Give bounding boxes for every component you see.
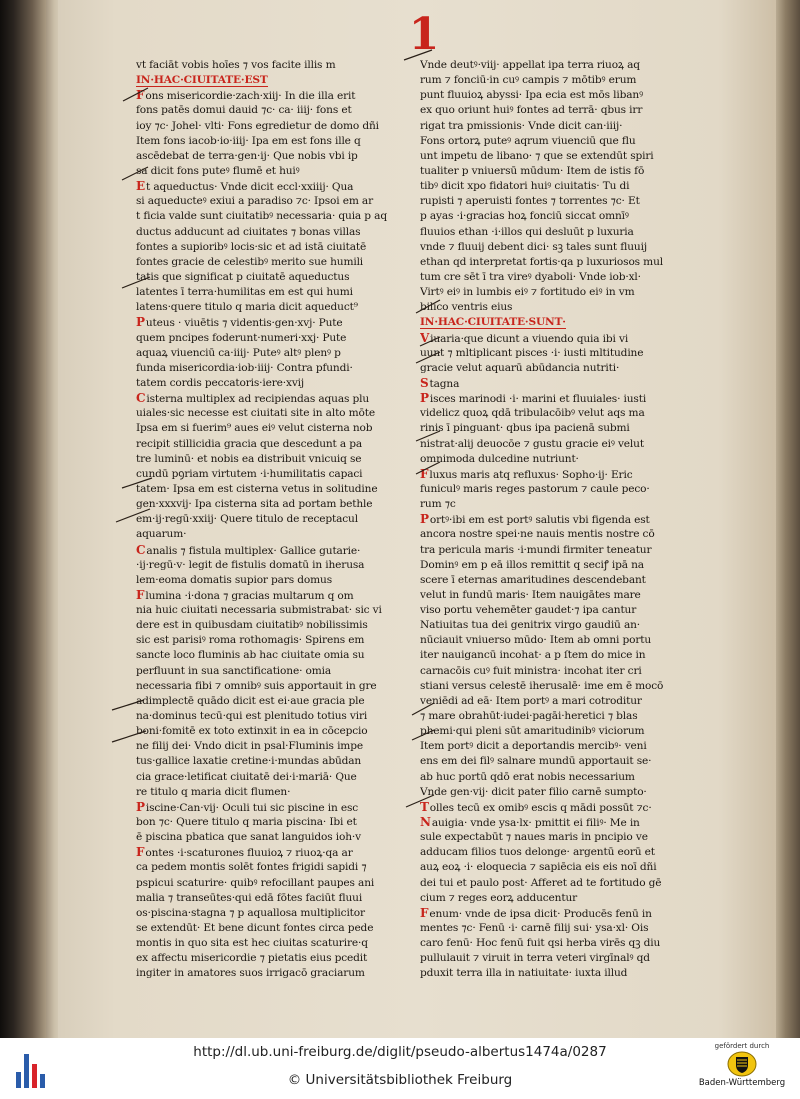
text-segment: rinis ī pinguant· qbus ipa pacienā submi (420, 422, 630, 435)
text-segment: enum· vnde de ipsa dicit· Producēs fenū in (429, 907, 652, 920)
text-segment: em·ij·regū·xxiij· Quere titulo de receptacul (136, 513, 358, 526)
text-line (136, 119, 398, 134)
text-line (420, 119, 682, 134)
text-line (136, 361, 398, 376)
text-line (420, 406, 682, 421)
text-segment: cium ⁊ reges eorꝝ adducentur (420, 891, 578, 904)
page-fore-edge (776, 0, 800, 1038)
text-segment: tatis que significat p ciuitatē aqueductus (136, 270, 350, 283)
text-segment: auigia· vnde ysa·lx· pmittit ei filiꝰ· Me in (431, 817, 640, 830)
text-line (420, 618, 682, 633)
text-line (420, 633, 682, 648)
text-line (136, 482, 398, 497)
text-segment: funda misericordia·iob·iiij· Contra pfundi· (136, 361, 353, 374)
footer-bar (0, 1038, 800, 1099)
text-segment: gen·xxxvij· Ipa cisterna sita ad portam bethle (136, 498, 373, 511)
rubricated-initial: P (136, 315, 145, 330)
text-line (420, 361, 682, 376)
text-segment: dere est in quibusdam ciuitatibꝰ nobilissimis (136, 619, 368, 632)
text-line (136, 209, 398, 224)
text-line (136, 679, 398, 694)
rubric-heading: IN·HAC·CIUITATE·EST (136, 74, 268, 87)
text-line (136, 376, 398, 391)
text-segment: nistrat·alij deuocōe ⁊ gustu gracie eiꝰ velut (420, 437, 644, 450)
text-segment: Vnde gen·vij· dicit pater filio carnē sumpto· (420, 785, 647, 798)
text-line (420, 936, 682, 951)
text-segment: p ayas ·i·gracias hoꝝ fonciū siccat omnīꝰ (420, 210, 629, 223)
text-line (420, 331, 682, 346)
text-segment: Vnde deutꝰ·viij· appellat ipa terra riuoꝝ aq (420, 59, 640, 71)
text-segment: olles tecū ex omibꝰ escis q mādi possūt ⁊c· (429, 801, 652, 814)
rubricated-initial: V (420, 330, 430, 345)
text-line (136, 73, 398, 88)
text-line (136, 58, 398, 73)
text-segment: mentes ⁊c· Fenū ·i· carnē filij sui· ysa·xl· Ois (420, 922, 649, 935)
text-segment: latens·quere titulo q maria dicit aqueduct⁹ (136, 301, 358, 314)
text-line (136, 739, 398, 754)
text-segment: pullulauit ⁊ viruit in terra veteri virgīnalꝰ qd (420, 952, 650, 965)
text-segment: rupisti ⁊ aperuisti fontes ⁊ torrentes ⁊c· Et (420, 195, 640, 208)
book-gutter (0, 0, 46, 1038)
text-line (136, 618, 398, 633)
text-segment: analis ⁊ fistula multiplex· Gallice gutarie· (146, 544, 361, 557)
text-line (136, 421, 398, 436)
text-line (136, 709, 398, 724)
text-segment: tatem cordis peccatoris·iere·xvij (136, 376, 305, 389)
text-segment: ens em dei filꝰ salnare mundū apportauit se· (420, 755, 652, 768)
text-line (420, 876, 682, 891)
rubricated-initial: S (420, 375, 429, 390)
text-segment: iuaria·que dicunt a viuendo quia ibi vi (430, 332, 629, 345)
text-segment: sancte loco fluminis ab hac ciuitate omia su (136, 649, 365, 662)
text-line (136, 103, 398, 118)
text-segment: bon ⁊c· Quere titulo q maria piscina· Ibi et (136, 816, 357, 829)
text-line (136, 315, 398, 330)
text-line (420, 346, 682, 361)
text-segment: ne filij dei· Vndo dicit in psal·Fluminis impe (136, 740, 363, 753)
text-line (420, 921, 682, 936)
text-segment: ingiter in amatores suos irrigacō graciarum (136, 967, 365, 980)
text-line (136, 603, 398, 618)
text-line (420, 467, 682, 482)
text-line (136, 906, 398, 921)
text-segment: os·piscina·stagna ⁊ p aquallosa multiplicitor (136, 906, 365, 919)
text-line (420, 966, 682, 981)
rubric-heading: IN·HAC·CIUITATE·SUNT· (420, 316, 566, 329)
text-line (136, 452, 398, 467)
text-segment: viso portu vehemēter gaudet·⁊ ipa cantur (420, 604, 637, 617)
text-segment: lumina ·i·dona ⁊ gracias multarum q om (145, 589, 354, 602)
text-line (420, 527, 682, 542)
text-segment: uteus · viuētis ⁊ videntis·gen·xvj· Pute (145, 317, 343, 330)
text-segment: isterna multiplex ad recipiendas aquas plu (146, 393, 370, 406)
text-line (420, 845, 682, 860)
text-segment: Item portꝰ dicit a deportandis mercibꝰ· veni (420, 740, 647, 753)
rubricated-initial: P (136, 799, 145, 814)
text-segment: recipit stillicidia gracia que descedunt a pa (136, 437, 363, 450)
text-line (136, 936, 398, 951)
text-segment: adimplectē quādo dicit est ei·aue gracia ple (136, 694, 365, 707)
text-segment: tatem· Ipsa em est cisterna vetus in solitudine (136, 482, 378, 495)
text-segment: iscine·Can·vij· Oculi tui sic piscine in esc (145, 801, 359, 814)
text-line (420, 376, 682, 391)
text-segment: ca pedem montis solēt fontes frigidi sapidi ⁊ (136, 861, 367, 874)
text-segment: latentes ī terra·humilitas em est qui humi (136, 286, 353, 299)
rubricated-initial: F (420, 905, 429, 920)
text-line (136, 225, 398, 240)
text-line (420, 830, 682, 845)
text-segment: t aqueductus· Vnde dicit eccl·xxiiij· Qua (146, 181, 354, 194)
text-line (136, 966, 398, 981)
text-segment: sule expectabūt ⁊ naues maris in pncipio ve (420, 831, 648, 844)
text-line (420, 512, 682, 527)
text-line (420, 482, 682, 497)
text-segment: Item fons iacob·io·iiij· Ipa em est fons ille q (136, 134, 361, 147)
text-segment: ex quo oriunt huiꝰ fontes ad terrā· qbus irr (420, 104, 643, 117)
text-line (420, 785, 682, 800)
text-segment: isces marinodi ·i· marini et fluuiales· iusti (429, 393, 647, 406)
rubricated-initial: F (136, 88, 145, 103)
text-line (136, 255, 398, 270)
text-segment: unt impetu de libano· ⁊ que se extendūt spiri (420, 149, 654, 162)
text-line (420, 603, 682, 618)
text-segment: adducam filios tuos delonge· argentū eorū et (420, 846, 655, 859)
text-line (136, 497, 398, 512)
text-segment: ascēdebat de terra·gen·ij· Que nobis vbi ip (136, 149, 358, 162)
text-line (136, 437, 398, 452)
text-line (136, 406, 398, 421)
rubricated-initial: F (420, 466, 429, 481)
text-segment: boni·fomitē ex toto extinxit in ea in cōcepcio (136, 725, 368, 738)
text-line (420, 860, 682, 875)
text-line (420, 664, 682, 679)
text-segment: tibꝰ dicit xpo fidatori huiꝰ ciuitatis· Tu di (420, 180, 630, 193)
text-segment: stiani versus celestē iherusalē· ime em ē mocō (420, 679, 664, 692)
text-line (420, 164, 682, 179)
text-segment: ·ij·regū·v· legit de fistulis domatū in iherusa (136, 558, 365, 571)
text-line (420, 543, 682, 558)
text-line (136, 694, 398, 709)
text-line (420, 891, 682, 906)
text-segment: dei tui et paulo post· Afferet ad te fortitudo gē (420, 876, 662, 889)
text-line (420, 134, 682, 149)
text-line (420, 648, 682, 663)
text-line (420, 770, 682, 785)
text-line (136, 270, 398, 285)
sponsor-name: Baden-Württemberg (698, 1078, 786, 1088)
text-line (420, 88, 682, 103)
text-line (136, 300, 398, 315)
text-segment: rum ⁊c (420, 498, 456, 511)
text-segment: gracie velut aquarū abūdancia nutriti· (420, 361, 620, 374)
text-segment: t ficia valde sunt ciuitatibꝰ necessaria· quia p aq (136, 210, 387, 223)
text-segment: tualiter p vniuersū mūdum· Item de istis fō (420, 164, 645, 177)
text-line (136, 391, 398, 406)
text-line (420, 452, 682, 467)
text-segment: quem pncipes foderunt·numeri·xxj· Pute (136, 331, 347, 344)
text-line (420, 391, 682, 406)
text-segment: ē piscina pbatica que sanat languidos ioh·v (136, 831, 361, 844)
text-line (420, 73, 682, 88)
text-line (420, 558, 682, 573)
text-line (136, 770, 398, 785)
text-line (136, 527, 398, 542)
text-line (420, 497, 682, 512)
text-line (420, 103, 682, 118)
text-line (136, 664, 398, 679)
text-segment: cia grace·letificat ciuitatē dei·i·mariā· Que (136, 770, 357, 783)
rubricated-initial: C (136, 391, 146, 406)
text-line (136, 891, 398, 906)
text-segment: nia huic ciuitati necessaria submistrabat· sic vi (136, 604, 382, 617)
text-line (420, 739, 682, 754)
text-segment: veniēdi ad eā· Item portꝰ a mari cotroditur (420, 694, 642, 707)
folio-number: 1 (408, 9, 440, 60)
text-segment: tus·gallice laxatie cretine·i·mundas abūdan (136, 755, 362, 768)
text-segment: se extendūt· Et bene dicunt fontes circa pede (136, 922, 374, 935)
text-line (136, 285, 398, 300)
text-line (420, 225, 682, 240)
text-segment: vt faciāt vobis hoīes ⁊ vos facite illis m (136, 59, 336, 71)
text-segment: si aqueducteꝰ exiui a paradiso ⁊c· Ipsoi em ar (136, 195, 374, 208)
text-line (136, 860, 398, 875)
text-segment: omnimoda dulcedine nutriunt· (420, 452, 579, 465)
text-segment: perfluunt in sua sanctificatione· omia (136, 664, 332, 677)
text-line (420, 421, 682, 436)
rubricated-initial: F (136, 587, 145, 602)
text-segment: tra pericula maris ·i·mundi firmiter teneatur (420, 543, 652, 556)
text-line (136, 633, 398, 648)
text-segment: vnde ⁊ fluuij debent dici· sꝫ tales sunt fluuij (420, 240, 647, 253)
text-segment: aquarum· (136, 528, 187, 541)
text-segment: fontes a supioribꝰ locis·sic et ad istā ciuitatē (136, 240, 367, 253)
text-segment: lem·eoma domatis supior pars domus (136, 573, 332, 586)
text-segment: Natiuitas tua dei genitrix virgo gaudiū an· (420, 619, 641, 632)
text-line (136, 724, 398, 739)
text-segment: Ipsa em si fuerim⁹ aues eiꝰ velut cisterna nob (136, 422, 373, 435)
text-line (420, 209, 682, 224)
text-line (136, 194, 398, 209)
text-segment: ab huc portū qdō erat nobis necessarium (420, 770, 635, 783)
text-segment: cundū pꝯriam virtutem ·i·humilitatis capaci (136, 467, 363, 480)
text-line (420, 58, 682, 73)
text-line (420, 240, 682, 255)
text-line (136, 845, 398, 860)
text-segment: ons misericordie·zach·xiij· In die illa erit (145, 90, 356, 103)
text-line (136, 331, 398, 346)
text-segment: tre luminū· et nobis ea distribuit vnicuiq se (136, 452, 362, 465)
text-segment: bilico ventris eius (420, 301, 513, 314)
text-segment: tum cre sēt ī tra vireꝰ dyaboli· Vnde iob·xl· (420, 270, 641, 283)
text-segment: phemi·qui pleni sūt amaritudinibꝰ viciorum (420, 725, 645, 738)
text-segment: luxus maris atq refluxus· Sopho·ij· Eric (429, 468, 633, 481)
text-line (420, 815, 682, 830)
text-segment: uunt ⁊ mltiplicant pisces ·i· iusti mltitudine (420, 346, 644, 359)
text-line (136, 88, 398, 103)
text-segment: fontes gracie de celestibꝰ merito sue humili (136, 255, 364, 268)
text-line (136, 648, 398, 663)
text-line (136, 467, 398, 482)
text-line (136, 754, 398, 769)
text-segment: na·dominus tecū·qui est plenitudo totius viri (136, 710, 368, 723)
text-segment: ex affectu misericordie ⁊ pietatis eius pcedit (136, 952, 368, 965)
text-segment: tagna (429, 377, 460, 390)
text-segment: rum ⁊ fonciū·in cuꝰ campis ⁊ mōtibꝰ erum (420, 74, 637, 87)
text-line (420, 315, 682, 330)
text-segment: ⁊ mare obrahūt·iudei·pagāi·heretici ⁊ blas (420, 710, 638, 723)
right-text-column (420, 58, 682, 982)
text-line (420, 679, 682, 694)
rubricated-initial: P (420, 391, 429, 406)
rubricated-initial: E (136, 179, 145, 194)
text-line (420, 573, 682, 588)
text-line (420, 709, 682, 724)
text-segment: uiales·sic necesse est ciuitati site in alto mōte (136, 407, 375, 420)
text-line (420, 194, 682, 209)
text-line (136, 512, 398, 527)
text-line (420, 800, 682, 815)
text-line (420, 951, 682, 966)
text-segment: ontes ·i·scaturones fluuioꝝ ⁊ riuoꝝ·qa ar (145, 847, 353, 860)
text-segment: malia ⁊ transeūtes·qui edā fōtes faciūt fluui (136, 891, 363, 904)
text-line (420, 285, 682, 300)
text-segment: rigat tra pmissionis· Vnde dicit can·iiij· (420, 119, 623, 132)
text-line (136, 830, 398, 845)
text-line (420, 724, 682, 739)
text-segment: auꝝ eoꝝ ·i· eloquecia ⁊ sapiēcia eis eis noī dñi (420, 861, 657, 874)
text-segment: necessaria fibi ⁊ omnibꝰ suis apportauit in gre (136, 679, 377, 692)
text-segment: re titulo q maria dicit flumen· (136, 785, 291, 798)
text-segment: ortꝰ·ibi em est portꝰ salutis vbi figenda est (429, 514, 650, 527)
sponsor-label: gefördert durch (714, 1042, 770, 1050)
text-line (136, 149, 398, 164)
rubricated-initial: F (136, 845, 145, 860)
text-segment: scere ī eternas amaritudines descendebant (420, 573, 646, 586)
text-line (136, 800, 398, 815)
text-segment: caro fenū· Hoc fenū fuit qsi herba virēs qꝫ diu (420, 937, 661, 950)
rubricated-initial: N (420, 815, 431, 830)
text-line (136, 815, 398, 830)
text-segment: videlicz quoꝝ qdā tribulacōibꝰ velut aqs ma (420, 407, 645, 420)
text-line (420, 694, 682, 709)
text-line (136, 346, 398, 361)
text-line (136, 588, 398, 603)
text-segment: funiculꝰ maris reges pastorum ⁊ caule peco· (420, 482, 650, 495)
text-line (136, 164, 398, 179)
rubricated-initial: T (420, 799, 429, 814)
text-line (136, 179, 398, 194)
text-line (136, 785, 398, 800)
text-segment: velut in fundū maris· Item nauigātes mare (420, 588, 641, 601)
text-segment: montis in quo sita est hec ciuitas scaturire·q (136, 937, 368, 950)
left-text-column (136, 58, 398, 982)
text-segment: Fons ortorꝝ puteꝰ aqrum viuenciū que flu (420, 134, 636, 147)
text-segment: nūciauit vniuerso mūdo· Item ab omni portu (420, 634, 652, 647)
text-line (136, 573, 398, 588)
text-segment: sa dicit fons puteꝰ flumē et huiꝰ (136, 164, 300, 177)
text-segment: Dominꝰ em p eā illos remittit q seciꝭ ipā na (420, 558, 644, 571)
text-line (420, 300, 682, 315)
text-segment: pduxit terra illa in natiuitate· iuxta illud (420, 967, 628, 980)
rubricated-initial: P (420, 512, 429, 527)
sponsor-block (690, 1042, 794, 1098)
text-line (136, 240, 398, 255)
text-segment: ductus adducunt ad ciuitates ⁊ bonas villas (136, 225, 361, 238)
text-segment: ioy ⁊c· Johel· vlti· Fons egredietur de domo dñi (136, 119, 379, 132)
text-segment: ancora nostre spei·ne nauis mentis nostre cō (420, 528, 655, 541)
text-line (420, 588, 682, 603)
text-segment: fluuios ethan ·i·illos qui desluūt p luxuria (420, 225, 634, 238)
text-segment: Virtꝰ eiꝰ in lumbis eiꝰ ⁊ fortitudo eiꝰ in vm (420, 286, 635, 299)
text-line (420, 179, 682, 194)
copyright-notice: © Universitätsbibliothek Freiburg (287, 1072, 513, 1088)
text-line (420, 270, 682, 285)
text-line (136, 921, 398, 936)
text-line (420, 754, 682, 769)
text-segment: aquaꝝ viuenciū ca·iiij· Puteꝰ altꝰ plenꝰ p (136, 346, 341, 359)
text-segment: ethan qd interpretat fortis·qa p luxuriosos mul (420, 255, 663, 268)
baden-wuerttemberg-seal-icon (727, 1051, 757, 1077)
rubricated-initial: C (136, 542, 146, 557)
text-segment: pspicui scaturire· quibꝰ refocillant paupes ani (136, 876, 375, 889)
text-line (420, 906, 682, 921)
text-line (136, 134, 398, 149)
text-line (136, 543, 398, 558)
document-url-link[interactable]: http://dl.ub.uni-freiburg.de/diglit/pseudo-albertus1474a/0287 (193, 1044, 607, 1060)
text-line (136, 951, 398, 966)
text-segment: fons patēs domui dauid ⁊c· ca· iiij· fons et (136, 104, 352, 117)
text-line (420, 437, 682, 452)
text-line (420, 149, 682, 164)
text-segment: carnacōis cuꝰ fuit ministra· incohat iter cri (420, 664, 642, 677)
text-line (420, 255, 682, 270)
text-segment: iter nauigancū incohat· a p ſtem do mice in (420, 649, 646, 662)
text-line (136, 876, 398, 891)
text-segment: punt fluuioꝝ abyssi· Ipa ecia est mōs libanꝰ (420, 89, 643, 102)
text-line (136, 558, 398, 573)
text-segment: sic est parisiꝰ roma rothomagis· Spirens em (136, 634, 365, 647)
